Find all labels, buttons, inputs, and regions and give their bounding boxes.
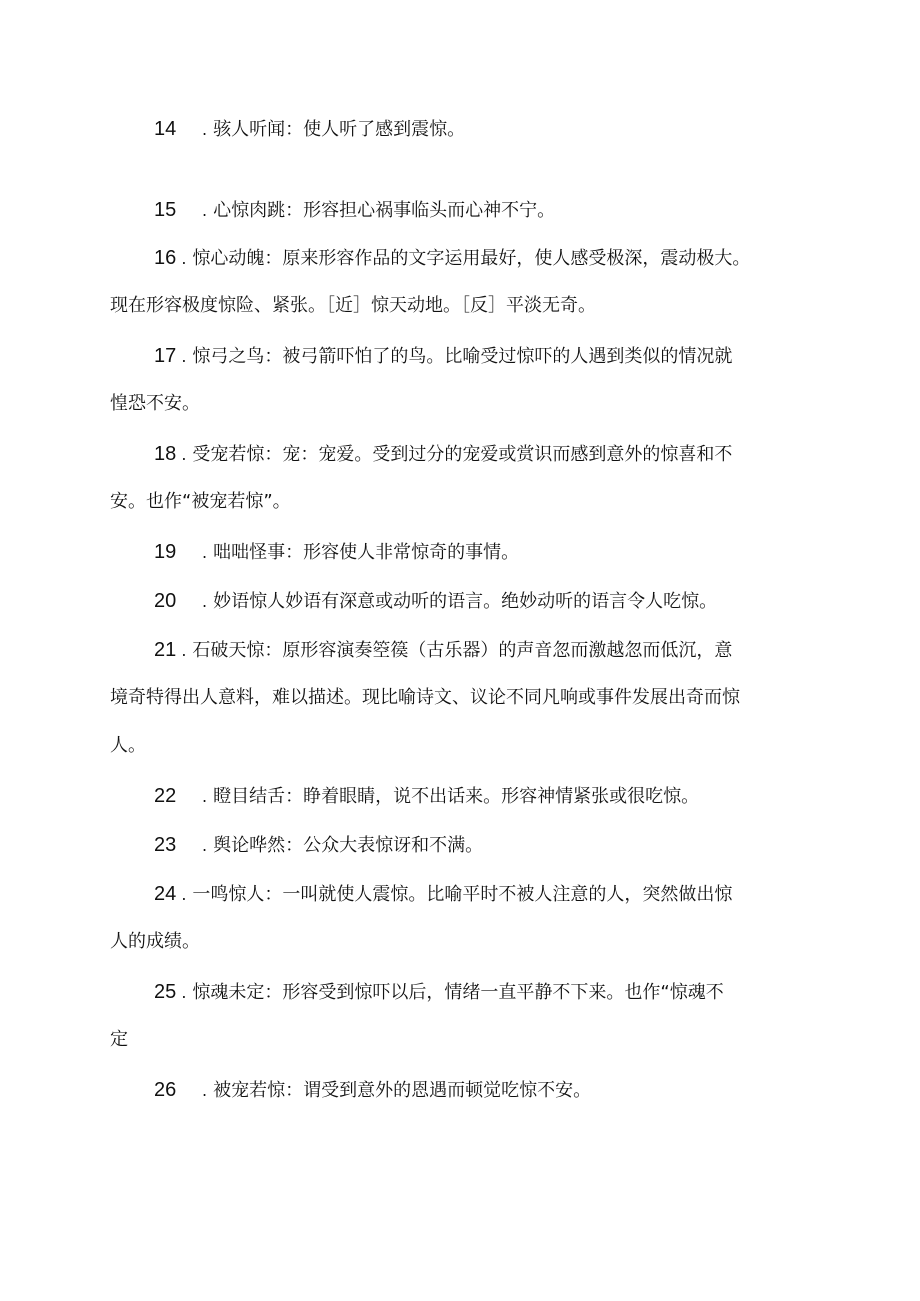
entry-separator: . [202,592,208,611]
entry-line [110,332,820,380]
entry-continuation-line: 惶恐不安。 [110,393,200,414]
entry-text: 惊弓之鸟：被弓箭吓怕了的鸟。比喻受过惊吓的人遇到类似的情况就 [192,346,733,367]
entry-separator: . [202,836,208,855]
entry-number: 17 [154,345,177,367]
entry-separator: . [176,885,187,904]
entry-separator: . [176,347,187,366]
entry-continuation-line: 定 [110,1029,128,1050]
entry-number: 15 [154,199,177,221]
entry-16 [110,234,820,330]
entry-number: 25 [154,981,177,1003]
entry-text: 一鸣惊人：一叫就使人震惊。比喻平时不被人注意的人，突然做出惊 [192,884,733,905]
entry-14 [110,105,820,153]
entry-line [110,186,820,234]
entry-line [110,968,820,1016]
entry-line [110,626,820,674]
entry-15 [110,186,820,234]
entry-text: 妙语惊人妙语有深意或动听的语言。绝妙动听的语言令人吃惊。 [213,591,718,612]
entry-line [110,577,820,625]
entry-continuation-line: 境奇特得出人意料，难以描述。现比喻诗文、议论不同凡响或事件发展出奇而惊 [110,687,740,708]
entry-separator: . [202,201,208,220]
entry-separator: . [202,120,208,139]
entry-line [110,772,820,820]
entry-24 [110,870,820,966]
entry-text: 心惊肉跳：形容担心祸事临头而心神不宁。 [213,200,556,221]
entry-separator: . [202,1081,208,1100]
entry-text: 惊魂未定：形容受到惊吓以后，情绪一直平静不下来。也作“惊魂不 [192,982,724,1003]
entry-number: 16 [154,247,177,269]
entry-continuation-line: 现在形容极度惊险、紧张。［近］惊天动地。［反］平淡无奇。 [110,295,596,316]
entry-text: 骇人听闻：使人听了感到震惊。 [213,119,466,140]
entry-number: 18 [154,443,177,465]
entry-number: 14 [154,118,177,140]
entry-text: 被宠若惊：谓受到意外的恩遇而顿觉吃惊不安。 [213,1080,592,1101]
entry-text: 石破天惊：原形容演奏箜篌（古乐器）的声音忽而激越忽而低沉，意 [192,640,733,661]
entry-22 [110,772,820,820]
entry-text: 瞪目结舌：睁着眼睛，说不出话来。形容神情紧张或很吃惊。 [213,786,700,807]
entry-separator: . [176,983,187,1002]
entry-line [110,430,820,478]
entry-number: 26 [154,1079,177,1101]
entry-21 [110,626,820,770]
entry-separator: . [202,543,208,562]
entry-17 [110,332,820,428]
entry-number: 19 [154,541,177,563]
entry-line [110,1066,820,1114]
entry-line [110,234,820,282]
entry-number: 24 [154,883,177,905]
entry-23 [110,821,820,869]
entry-25 [110,968,820,1064]
entry-text: 舆论哗然：公众大表惊讶和不满。 [213,835,484,856]
entry-text: 惊心动魄：原来形容作品的文字运用最好，使人感受极深，震动极大。 [192,248,751,269]
entry-number: 21 [154,639,177,661]
entry-separator: . [176,641,187,660]
entry-continuation-line: 人的成绩。 [110,931,200,952]
entry-18 [110,430,820,526]
entry-number: 22 [154,785,177,807]
entry-text: 咄咄怪事：形容使人非常惊奇的事情。 [213,542,520,563]
entry-26 [110,1066,820,1114]
entry-line [110,528,820,576]
entry-separator: . [202,787,208,806]
entry-line [110,821,820,869]
entry-continuation-line: 人。 [110,735,146,756]
entry-line [110,105,820,153]
entry-number: 23 [154,834,177,856]
entry-continuation-line: 安。也作“被宠若惊”。 [110,491,291,512]
entry-separator: . [176,249,187,268]
entry-20 [110,577,820,625]
entry-text: 受宠若惊：宠：宠爱。受到过分的宠爱或赏识而感到意外的惊喜和不 [192,444,733,465]
entry-line [110,870,820,918]
entry-19 [110,528,820,576]
entry-number: 20 [154,590,177,612]
entry-separator: . [176,445,187,464]
